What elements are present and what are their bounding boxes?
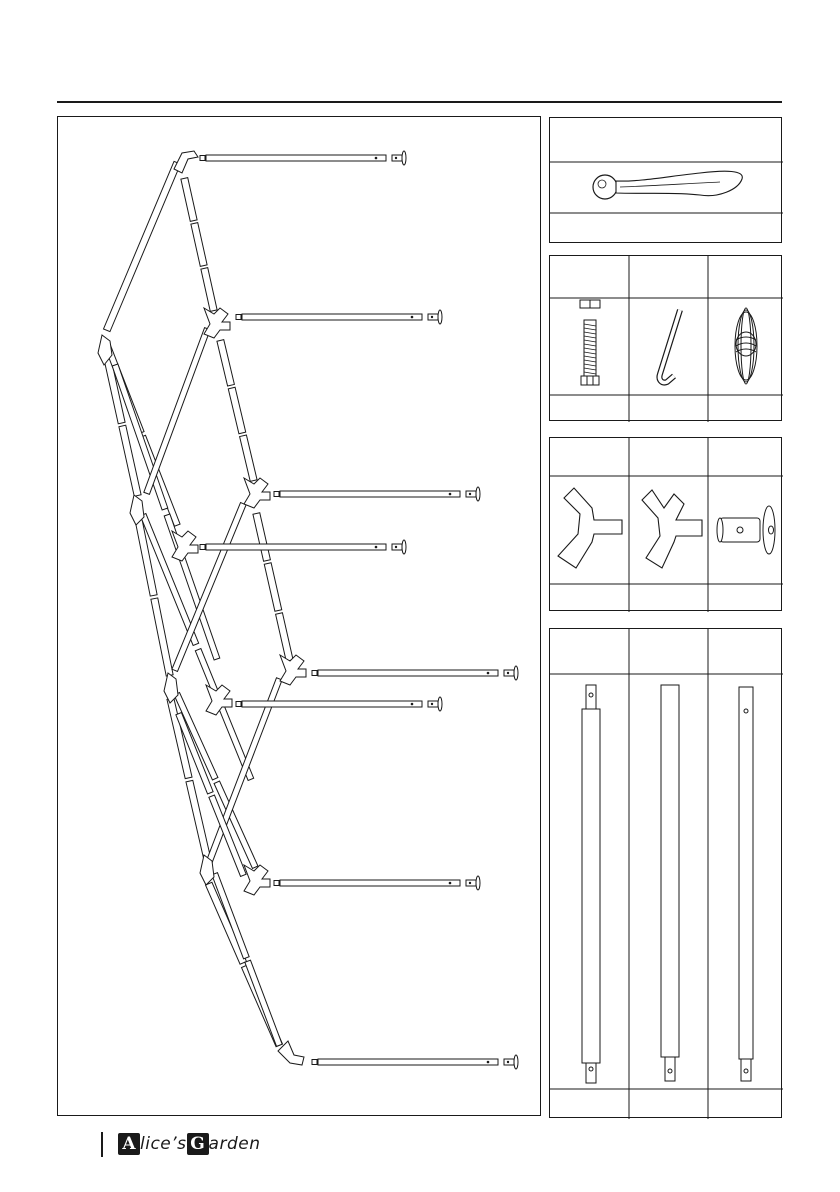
- side-rod-1-hole: [375, 157, 378, 160]
- side-rod-6: [242, 701, 422, 707]
- frame-drawing: [58, 117, 542, 1117]
- side-rod-6-foot-plate: [438, 697, 442, 711]
- side-rod-2-hole: [411, 316, 414, 319]
- side-rod-7-foot-plate: [476, 876, 480, 890]
- side-rod-3-end: [274, 492, 279, 497]
- side-rod-5-sleeve-hole: [507, 672, 509, 674]
- side-rod-1-foot-plate: [402, 151, 406, 165]
- ridge-inner-3-seg-0: [253, 513, 270, 562]
- connector-row-2: [204, 308, 230, 338]
- ball-cord-icon: [593, 171, 742, 199]
- side-rod-8-hole: [487, 1061, 490, 1064]
- ridge-inner-2-seg-0: [217, 340, 234, 386]
- top-elbow: [174, 151, 198, 173]
- hardware-drawing: [550, 256, 783, 422]
- logo-letter-g: G: [187, 1133, 209, 1155]
- side-rod-6-end: [236, 702, 241, 707]
- brace-8-seg-1: [245, 960, 282, 1046]
- connector-row-5: [280, 655, 306, 685]
- parts-panel-hardware: [549, 255, 782, 421]
- ridge-inner-2-seg-2: [240, 435, 257, 481]
- side-rod-4-hole: [375, 546, 378, 549]
- footer-divider: [101, 1132, 103, 1157]
- side-rod-2-end: [236, 315, 241, 320]
- parts-panel-connectors: [549, 437, 782, 611]
- side-rod-8-end: [312, 1060, 317, 1065]
- header-rule: [57, 101, 782, 103]
- connector-row-7: [244, 865, 270, 895]
- ridge-inner-1-seg-0: [181, 178, 197, 222]
- connector-row-6: [206, 685, 232, 715]
- brace-5-seg-0: [144, 328, 210, 495]
- side-rod-3-hole: [449, 493, 452, 496]
- side-rod-1: [206, 155, 386, 161]
- tubes-drawing: [550, 629, 783, 1119]
- foot-plate-icon: [717, 506, 775, 554]
- parts-panel-stake-cover: [549, 117, 782, 243]
- y-connector-icon: [558, 488, 622, 568]
- cross-connector-icon: [642, 490, 702, 568]
- rope-coil-icon: [735, 308, 757, 384]
- connectors-drawing: [550, 438, 783, 612]
- side-rod-7-sleeve-hole: [469, 882, 471, 884]
- side-rod-6-sleeve-hole: [431, 703, 433, 705]
- side-rod-8-sleeve-hole: [507, 1061, 509, 1063]
- ridge-inner-3-seg-1: [264, 563, 281, 612]
- side-rod-6-hole: [411, 703, 414, 706]
- ridge-inner-1-seg-2: [201, 268, 217, 312]
- ridge-inner-2-seg-1: [228, 387, 245, 433]
- ridge-inner-1-seg-1: [191, 223, 207, 267]
- logo-text-2: ’s: [171, 1134, 187, 1154]
- side-rod-2-foot-plate: [438, 310, 442, 324]
- side-rod-7-hole: [449, 882, 452, 885]
- side-rod-3: [280, 491, 460, 497]
- tube-two-hole-icon: [582, 685, 600, 1083]
- side-rod-4-end: [200, 545, 205, 550]
- ridge-left-1-seg-0: [103, 161, 180, 331]
- bolt-nut-icon: [580, 300, 600, 385]
- frame-diagram: [57, 116, 541, 1116]
- side-rod-1-end: [200, 156, 205, 161]
- side-rod-8-foot-plate: [514, 1055, 518, 1069]
- side-rod-3-foot-plate: [476, 487, 480, 501]
- side-rod-1-sleeve-hole: [395, 157, 397, 159]
- side-rod-4-sleeve-hole: [395, 546, 397, 548]
- logo-text-3: arden: [208, 1134, 261, 1154]
- brand-logo: [118, 1131, 260, 1157]
- tube-plain-icon: [661, 685, 679, 1081]
- connector-row-3: [244, 478, 270, 508]
- logo-text-1: lice: [140, 1134, 172, 1154]
- side-rod-7: [280, 880, 460, 886]
- side-rod-4: [206, 544, 386, 550]
- side-rod-3-sleeve-hole: [469, 493, 471, 495]
- tube-thin-icon: [739, 687, 753, 1081]
- side-rod-5-end: [312, 671, 317, 676]
- ridge-inner-3-seg-2: [276, 613, 293, 662]
- side-rod-2: [242, 314, 422, 320]
- side-rod-4-foot-plate: [402, 540, 406, 554]
- side-rod-5-hole: [487, 672, 490, 675]
- stake-cover-drawing: [550, 118, 783, 244]
- parts-panel-tubes: [549, 628, 782, 1118]
- side-rod-7-end: [274, 881, 279, 886]
- side-rod-5-foot-plate: [514, 666, 518, 680]
- brace-8-seg-0: [212, 873, 249, 959]
- side-rod-2-sleeve-hole: [431, 316, 433, 318]
- side-rod-8: [318, 1059, 498, 1065]
- ridge-left-3-seg-1: [151, 598, 173, 676]
- side-rod-5: [318, 670, 498, 676]
- allen-key-icon: [659, 310, 680, 383]
- logo-letter-a: A: [118, 1133, 140, 1155]
